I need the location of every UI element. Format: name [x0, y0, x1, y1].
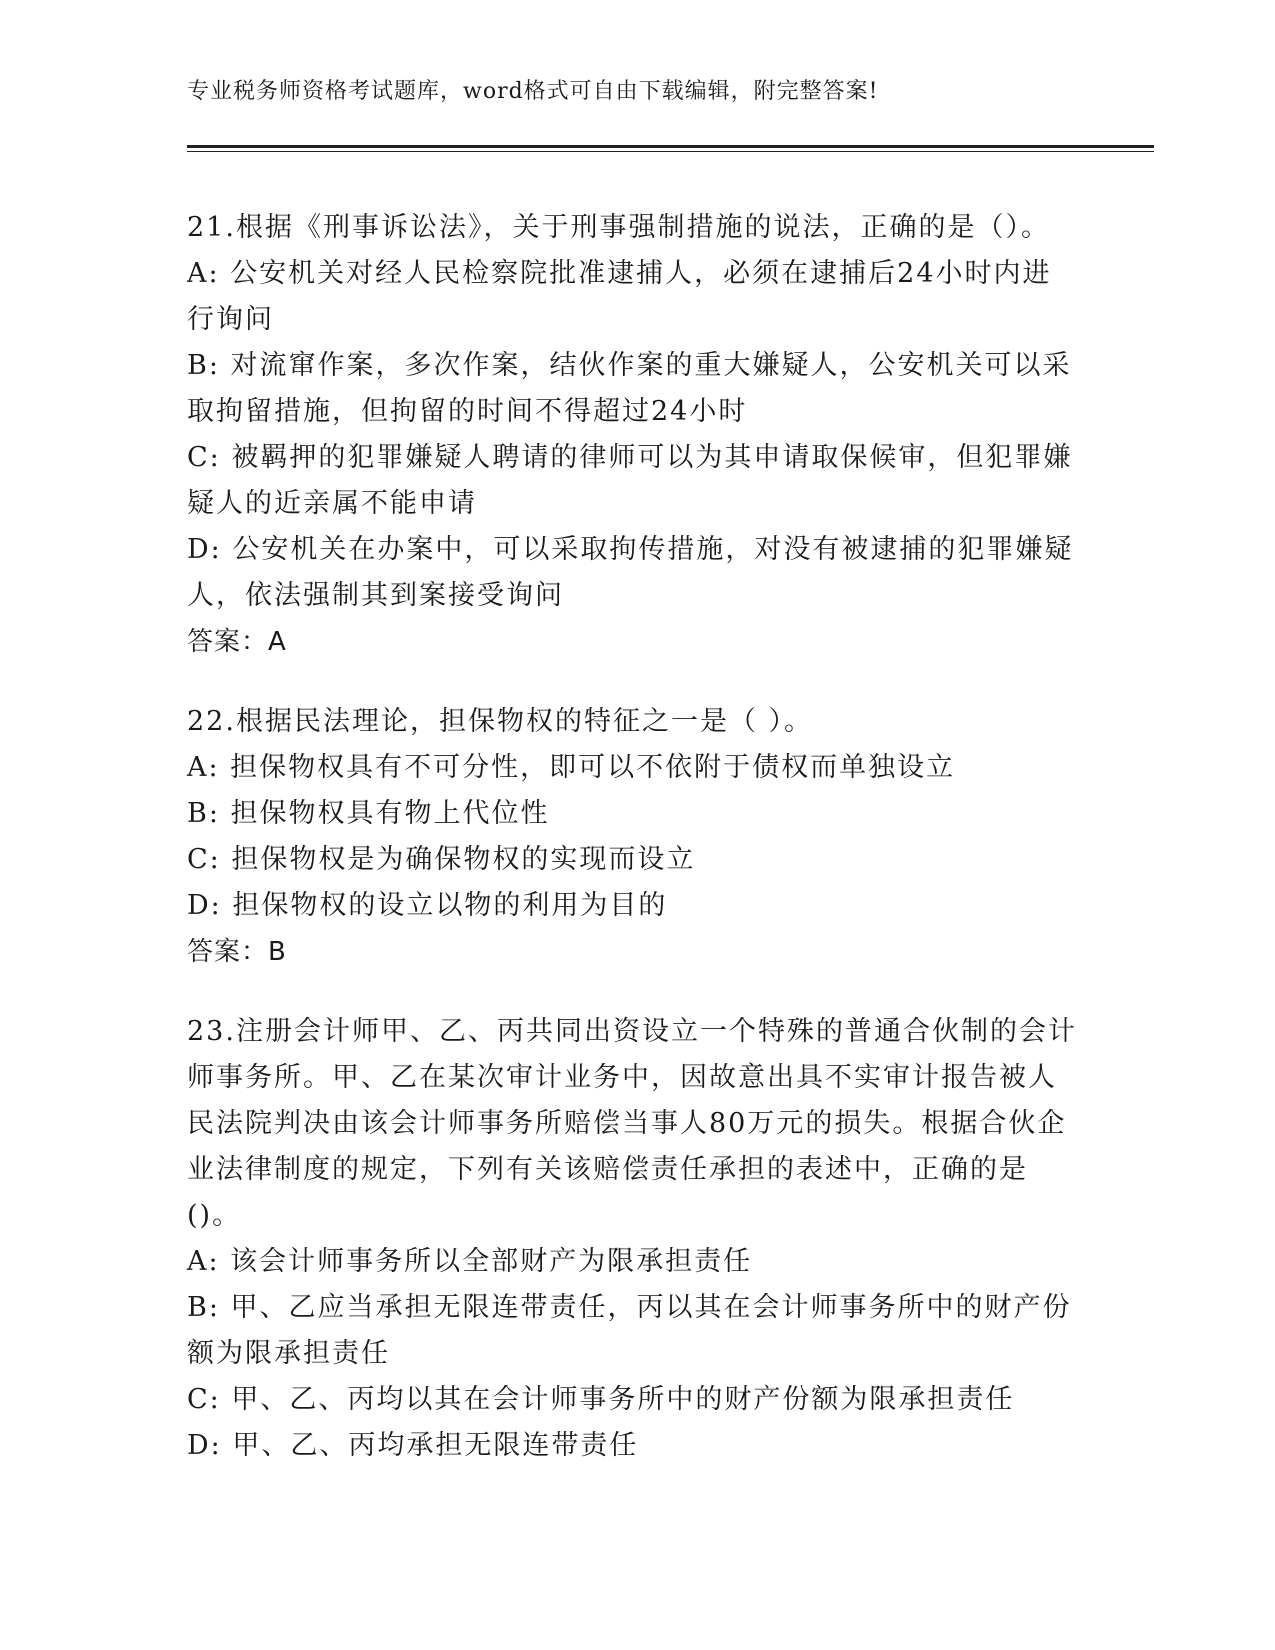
page-header-title: 专业税务师资格考试题库，word格式可自由下载编辑，附完整答案! [187, 79, 879, 104]
option-c: C: 被羁押的犯罪嫌疑人聘请的律师可以为其申请取保候审，但犯罪嫌疑人的近亲属不能申请 [187, 442, 1073, 519]
option-a: A: 担保物权具有不可分性，即可以不依附于债权而单独设立 [187, 752, 956, 783]
option-b: B: 甲、乙应当承担无限连带责任，丙以其在会计师事务所中的财产份额为限承担责任 [187, 1292, 1072, 1369]
question-list [187, 205, 1077, 1503]
option-c: C: 担保物权是为确保物权的实现而设立 [187, 844, 696, 875]
option-a: A: 公安机关对经人民检察院批准逮捕人，必须在逮捕后24小时内进行询问 [187, 258, 1052, 335]
answer-label: 答案：A [187, 627, 287, 657]
option-d: D: 担保物权的设立以物的利用为目的 [187, 890, 668, 921]
header-rule-thin [187, 151, 1154, 152]
option-b: B: 担保物权具有物上代位性 [187, 798, 550, 829]
answer-label: 答案：B [187, 937, 287, 967]
question-stem: 23.注册会计师甲、乙、丙共同出资设立一个特殊的普通合伙制的会计师事务所。甲、乙在某次审计业务中，因故意出具不实审计报告被人民法院判决由该会计师事务所赔偿当事人80万元的损失。根据合伙企业法律制度的规定，下列有关该赔偿责任承担的表述中，正确的是()。 [187, 1016, 1077, 1231]
option-c: C: 甲、乙、丙均以其在会计师事务所中的财产份额为限承担责任 [187, 1384, 1015, 1415]
question-stem: 21.根据《刑事诉讼法》，关于刑事强制措施的说法，正确的是（）。 [187, 212, 1050, 243]
question-stem: 22.根据民法理论，担保物权的特征之一是（ ）。 [187, 706, 814, 737]
option-d: D: 甲、乙、丙均承担无限连带责任 [187, 1430, 639, 1461]
header-rule-thick [187, 145, 1154, 148]
question-21 [187, 205, 1077, 665]
question-23 [187, 1009, 1077, 1469]
option-b: B: 对流窜作案，多次作案，结伙作案的重大嫌疑人，公安机关可以采取拘留措施，但拘留的时间不得超过24小时 [187, 350, 1072, 427]
option-a: A: 该会计师事务所以全部财产为限承担责任 [187, 1246, 753, 1277]
option-d: D: 公安机关在办案中，可以采取拘传措施，对没有被逮捕的犯罪嫌疑人，依法强制其到案接受询问 [187, 534, 1074, 611]
question-22 [187, 699, 1077, 975]
